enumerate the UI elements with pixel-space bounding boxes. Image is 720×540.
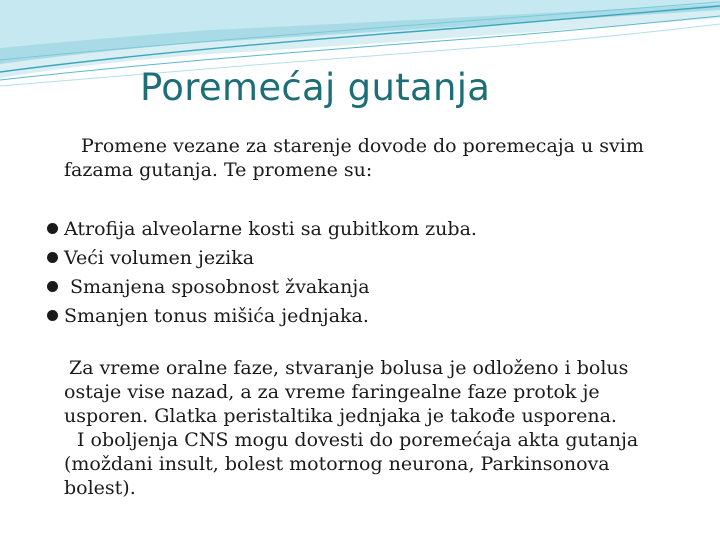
bullet-dot-icon xyxy=(47,310,58,321)
slide-title: Poremećaj gutanja xyxy=(140,66,491,109)
bullet-item xyxy=(47,273,477,302)
bullet-text: Atrofija alveolarne kosti sa gubitkom zuba. xyxy=(64,218,477,240)
intro-paragraph: Promene vezane za starenje dovode do poremecaja u svim fazama gutanja. Te promene su: xyxy=(64,135,644,181)
bullet-text: Veći volumen jezika xyxy=(64,247,255,269)
bullet-text: Smanjen tonus mišića jednjaka. xyxy=(64,305,369,327)
closing-text xyxy=(64,356,684,500)
bullet-dot-icon xyxy=(47,252,58,263)
cns-paragraph: I oboljenja CNS mogu dovesti do poremećaja akta gutanja (moždani insult, bolest motornog neurona, Parkinsonova bolest). xyxy=(64,429,639,499)
bullet-item xyxy=(47,302,477,331)
bullet-list xyxy=(47,215,477,331)
oral-phase-paragraph: Za vreme oralne faze, stvaranje bolusa je odloženo i bolus ostaje vise nazad, a za vreme faringealne faze protok je usporen. Glatka peristaltika jednjaka je takođe usporena. xyxy=(64,357,629,427)
bullet-item xyxy=(47,215,477,244)
bullet-dot-icon xyxy=(47,223,58,234)
bullet-text: Smanjena sposobnost žvakanja xyxy=(64,276,370,298)
bullet-item xyxy=(47,244,477,273)
bullet-dot-icon xyxy=(47,281,58,292)
